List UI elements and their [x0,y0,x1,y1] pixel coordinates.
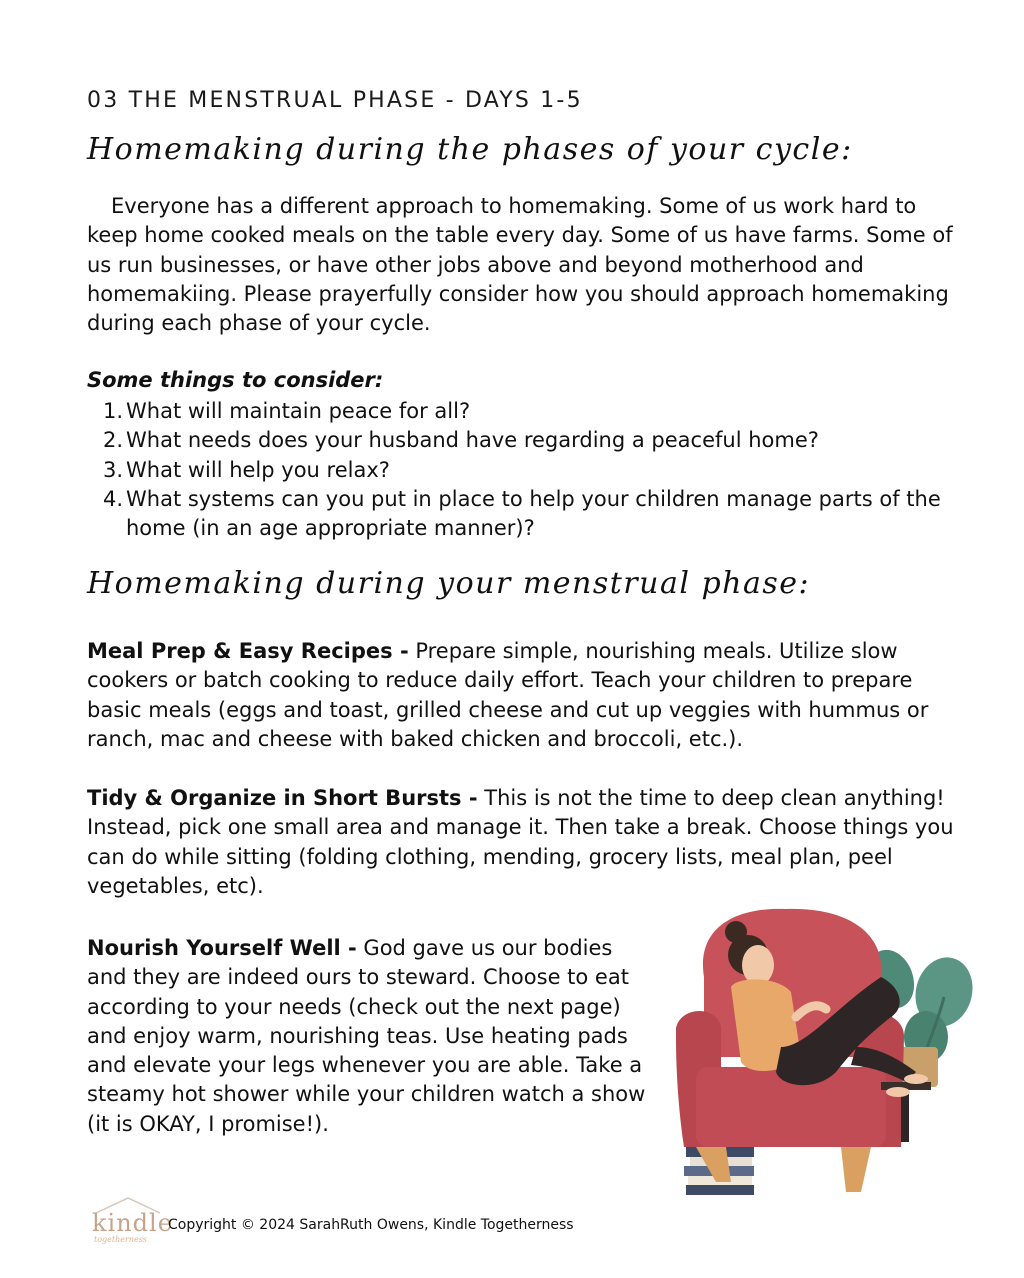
list-text: What will maintain peace for all? [126,399,471,423]
tip-text: God gave us our bodies and they are indeed ours to steward. Choose to eat according to your needs (check out the next page) and enjoy warm, nourishing teas. Use heating pads and elevate your legs whenever you are able. Take a steamy hot shower while your children watch a show (it is OKAY, I promise!). [87,936,646,1136]
list-number: 4. [102,486,123,511]
consider-list [87,397,957,543]
list-number: 2. [102,428,123,453]
script-heading-cycle: Homemaking during the phases of your cycle: [87,132,853,167]
list-item [87,397,957,426]
list-item [87,426,957,455]
tip-tidy [87,784,957,901]
tip-text: This is not the time to deep clean anything! Instead, pick one small area and manage it. Then take a break. Choose things you can do while sitting (folding clothing, mending, grocery lists, meal plan, peel vegetables, etc). [87,786,954,898]
list-text: What will help you relax? [126,457,390,482]
list-text: What systems can you put in place to help your children manage parts of the home (in an age appropriate manner)? [126,486,941,541]
kindle-togetherness-logo [88,1195,173,1245]
list-item [87,456,957,485]
tip-heading: Nourish Yourself Well - [87,936,357,960]
logo-word: kindle [92,1209,173,1237]
tip-heading: Tidy & Organize in Short Bursts - [87,786,478,810]
tip-meal-prep [87,637,957,754]
list-number: 1. [102,399,123,423]
copyright-text: Copyright © 2024 SarahRuth Owens, Kindle Togetherness [168,1217,574,1233]
woman-in-armchair-illustration [676,897,981,1202]
list-item [87,485,957,544]
tip-nourish [87,934,652,1139]
logo-subword: togetherness [94,1235,147,1244]
script-heading-menstrual: Homemaking during your menstrual phase: [87,566,811,601]
list-text: What needs does your husband have regarding a peaceful home? [126,428,819,453]
intro-paragraph: Everyone has a different approach to homemaking. Some of us work hard to keep home cooked meals on the table every day. Some of us have farms. Some of us run businesses, or have other jobs above and beyond motherhood and homemakiing. Please prayerfully consider how you should approach homemaking during each phase of your cycle. [87,194,953,336]
tip-text: Prepare simple, nourishing meals. Utilize slow cookers or batch cooking to reduce daily effort. Teach your children to prepare basic meals (eggs and toast, grilled cheese and cut up veggies with hummus or ranch, mac and cheese with baked chicken and broccoli, etc.). [87,639,929,751]
tip-heading: Meal Prep & Easy Recipes - [87,639,409,663]
consider-title: Some things to consider: [87,368,384,392]
section-label: 03 THE MENSTRUAL PHASE - DAYS 1-5 [87,88,583,113]
list-number: 3. [102,457,123,482]
